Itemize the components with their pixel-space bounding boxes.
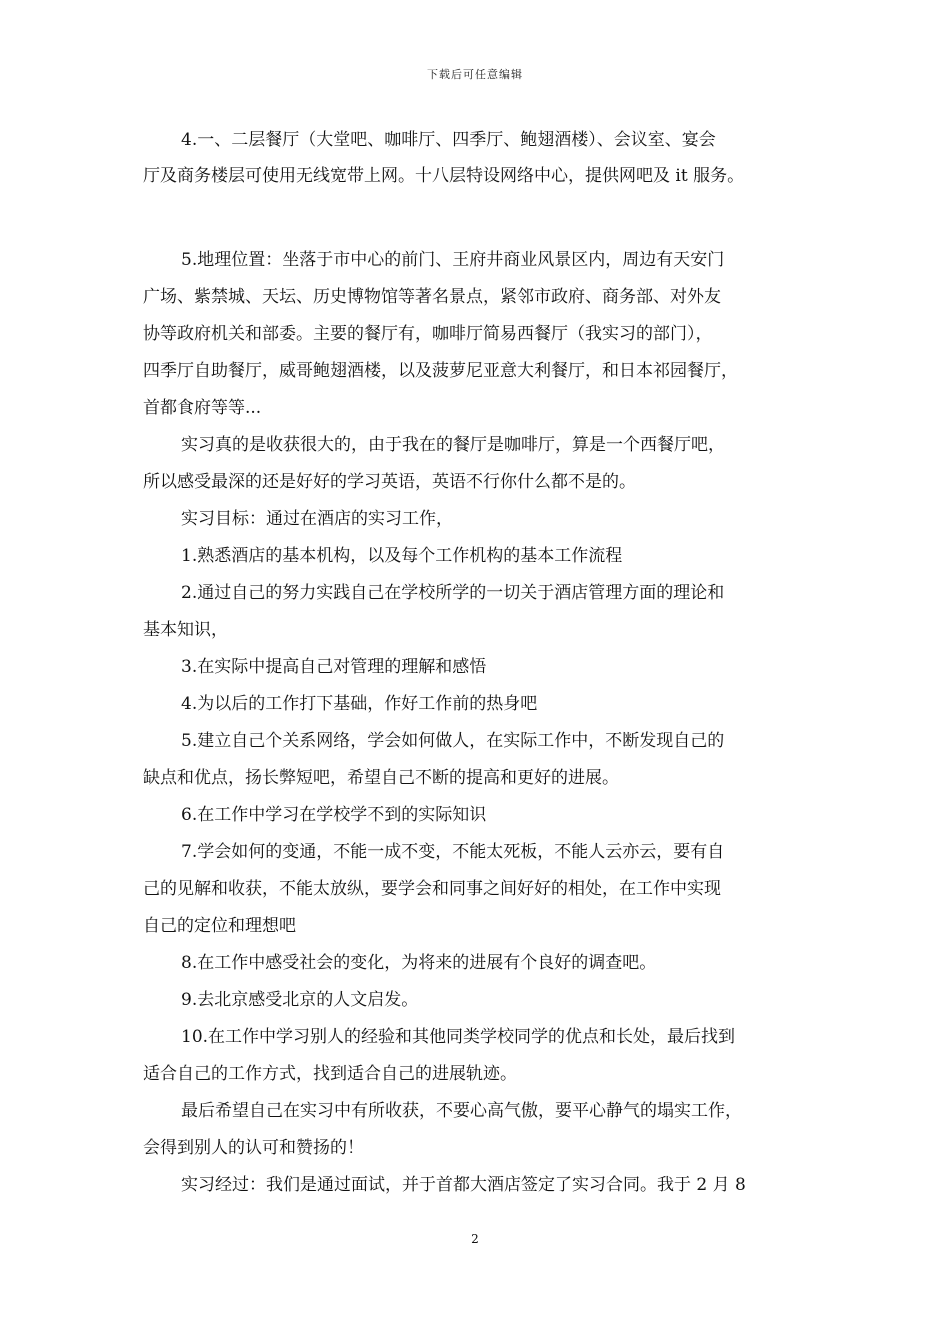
paragraph-10-line-1: 6.在工作中学习在学校学不到的实际知识: [181, 805, 487, 825]
paragraph-2-line-5: 首都食府等等...: [143, 398, 262, 418]
paragraph-15-line-1: 最后希望自己在实习中有所收获，不要心高气傲，要平心静气的塌实工作，: [181, 1101, 742, 1121]
page-header: 下载后可任意编辑: [427, 68, 523, 81]
paragraph-2-line-1: 5.地理位置：坐落于市中心的前门、王府井商业风景区内，周边有天安门: [181, 250, 725, 270]
paragraph-16-line-1: 实习经过：我们是通过面试，并于首都大酒店签定了实习合同。我于 2 月 8: [181, 1175, 746, 1195]
paragraph-6-line-2: 基本知识，: [143, 620, 228, 640]
paragraph-15-line-2: 会得到别人的认可和赞扬的！: [143, 1138, 364, 1158]
paragraph-2-line-4: 四季厅自助餐厅，威哥鲍翅酒楼，以及菠萝尼亚意大利餐厅，和日本祁园餐厅，: [143, 361, 738, 381]
paragraph-14-line-1: 10.在工作中学习别人的经验和其他同类学校同学的优点和长处，最后找到: [181, 1027, 736, 1047]
paragraph-5-line-1: 1.熟悉酒店的基本机构，以及每个工作机构的基本工作流程: [181, 546, 623, 566]
paragraph-2-line-3: 协等政府机关和部委。主要的餐厅有，咖啡厅简易西餐厅（我实习的部门），: [143, 324, 713, 344]
paragraph-14-line-2: 适合自己的工作方式，找到适合自己的进展轨迹。: [143, 1064, 517, 1084]
page-number: 2: [471, 1232, 479, 1246]
paragraph-3-line-2: 所以感受最深的还是好好的学习英语，英语不行你什么都不是的。: [143, 472, 636, 492]
paragraph-12-line-1: 8.在工作中感受社会的变化，为将来的进展有个良好的调查吧。: [181, 953, 657, 973]
paragraph-13-line-1: 9.去北京感受北京的人文启发。: [181, 990, 419, 1010]
paragraph-6-line-1: 2.通过自己的努力实践自己在学校所学的一切关于酒店管理方面的理论和: [181, 583, 725, 603]
paragraph-3-line-1: 实习真的是收获很大的，由于我在的餐厅是咖啡厅，算是一个西餐厅吧，: [181, 435, 725, 455]
paragraph-7-line-1: 3.在实际中提高自己对管理的理解和感悟: [181, 657, 487, 677]
paragraph-9-line-2: 缺点和优点，扬长弊短吧，希望自己不断的提高和更好的进展。: [143, 768, 619, 788]
paragraph-11-line-3: 自己的定位和理想吧: [143, 916, 296, 936]
paragraph-8-line-1: 4.为以后的工作打下基础，作好工作前的热身吧: [181, 694, 538, 714]
paragraph-11-line-1: 7.学会如何的变通，不能一成不变，不能太死板，不能人云亦云，要有自: [181, 842, 725, 862]
paragraph-2-line-2: 广场、紫禁城、天坛、历史博物馆等著名景点，紧邻市政府、商务部、对外友: [143, 287, 721, 307]
paragraph-4-line-1: 实习目标：通过在酒店的实习工作，: [181, 509, 453, 529]
paragraph-1-line-2: 厅及商务楼层可使用无线宽带上网。十八层特设网络中心，提供网吧及 it 服务。: [143, 166, 745, 186]
paragraph-9-line-1: 5.建立自己个关系网络，学会如何做人，在实际工作中，不断发现自己的: [181, 731, 725, 751]
paragraph-11-line-2: 己的见解和收获，不能太放纵，要学会和同事之间好好的相处，在工作中实现: [143, 879, 721, 899]
paragraph-1-line-1: 4.一、二层餐厅（大堂吧、咖啡厅、四季厅、鲍翅酒楼）、会议室、宴会: [181, 130, 716, 150]
